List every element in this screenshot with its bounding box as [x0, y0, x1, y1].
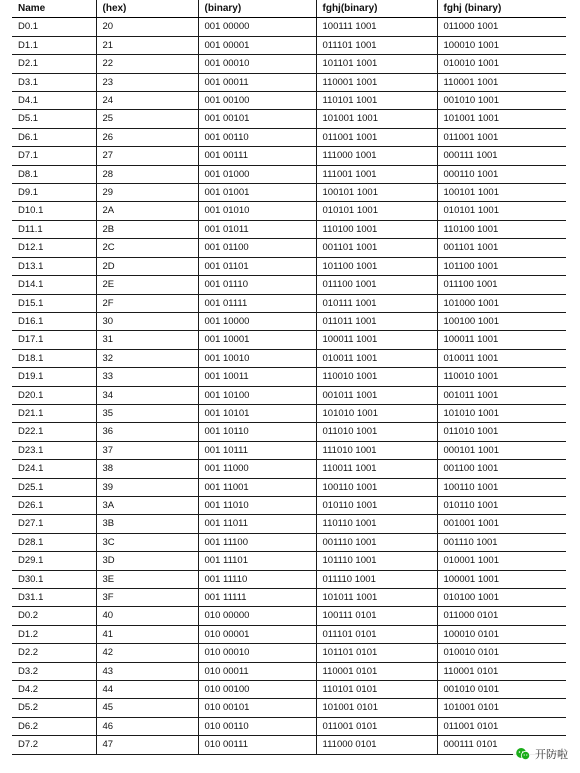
cell-name: D30.1 [12, 570, 96, 588]
cell-fghj-alt: 110001 0101 [437, 662, 566, 680]
cell-binary: 001 00011 [198, 73, 316, 91]
cell-fghj: 010011 1001 [316, 349, 437, 367]
cell-fghj-alt: 101000 1001 [437, 294, 566, 312]
cell-binary: 010 00101 [198, 699, 316, 717]
table-row [12, 717, 566, 735]
table-row [12, 386, 566, 404]
cell-binary: 001 10110 [198, 423, 316, 441]
cell-hex: 28 [96, 165, 198, 183]
cell-fghj: 101110 1001 [316, 552, 437, 570]
table-row [12, 460, 566, 478]
cell-hex: 47 [96, 736, 198, 754]
cell-binary: 001 10100 [198, 386, 316, 404]
cell-fghj-alt: 001010 0101 [437, 681, 566, 699]
cell-fghj-alt: 001001 1001 [437, 515, 566, 533]
cell-fghj: 011011 1001 [316, 312, 437, 330]
cell-name: D3.2 [12, 662, 96, 680]
cell-fghj: 111000 1001 [316, 147, 437, 165]
cell-fghj-alt: 010010 0101 [437, 644, 566, 662]
table-row [12, 128, 566, 146]
cell-binary: 001 01101 [198, 257, 316, 275]
table-row [12, 36, 566, 54]
cell-hex: 23 [96, 73, 198, 91]
cell-hex: 27 [96, 147, 198, 165]
cell-name: D14.1 [12, 276, 96, 294]
cell-name: D6.1 [12, 128, 96, 146]
cell-name: D29.1 [12, 552, 96, 570]
cell-fghj: 101001 1001 [316, 110, 437, 128]
cell-name: D0.2 [12, 607, 96, 625]
cell-binary: 001 01001 [198, 184, 316, 202]
cell-name: D23.1 [12, 441, 96, 459]
cell-binary: 010 00011 [198, 662, 316, 680]
cell-binary: 010 00100 [198, 681, 316, 699]
cell-name: D1.2 [12, 625, 96, 643]
cell-name: D31.1 [12, 589, 96, 607]
table-row [12, 570, 566, 588]
table-row [12, 239, 566, 257]
cell-binary: 001 11101 [198, 552, 316, 570]
cell-fghj-alt: 010101 1001 [437, 202, 566, 220]
cell-fghj-alt: 000111 1001 [437, 147, 566, 165]
table-row [12, 18, 566, 36]
cell-binary: 001 10111 [198, 441, 316, 459]
cell-fghj-alt: 101001 0101 [437, 699, 566, 717]
cell-hex: 42 [96, 644, 198, 662]
watermark [513, 745, 572, 763]
table-row [12, 55, 566, 73]
cell-fghj-alt: 011100 1001 [437, 276, 566, 294]
cell-name: D22.1 [12, 423, 96, 441]
table-row [12, 736, 566, 754]
table-row [12, 92, 566, 110]
cell-hex: 24 [96, 92, 198, 110]
cell-binary: 001 00100 [198, 92, 316, 110]
table-row [12, 312, 566, 330]
cell-hex: 20 [96, 18, 198, 36]
cell-fghj: 011010 1001 [316, 423, 437, 441]
cell-name: D2.1 [12, 55, 96, 73]
cell-name: D7.1 [12, 147, 96, 165]
cell-fghj-alt: 011001 1001 [437, 128, 566, 146]
cell-hex: 30 [96, 312, 198, 330]
cell-fghj-alt: 011010 1001 [437, 423, 566, 441]
cell-hex: 2A [96, 202, 198, 220]
cell-fghj-alt: 010100 1001 [437, 589, 566, 607]
cell-fghj-alt: 011001 0101 [437, 717, 566, 735]
cell-hex: 3D [96, 552, 198, 570]
cell-fghj: 110010 1001 [316, 368, 437, 386]
cell-binary: 010 00010 [198, 644, 316, 662]
cell-hex: 25 [96, 110, 198, 128]
cell-hex: 3B [96, 515, 198, 533]
cell-name: D12.1 [12, 239, 96, 257]
cell-fghj: 001110 1001 [316, 533, 437, 551]
cell-hex: 22 [96, 55, 198, 73]
cell-fghj: 110011 1001 [316, 460, 437, 478]
header-fghj-binary-alt: fghj (binary) [437, 0, 566, 18]
cell-binary: 001 10000 [198, 312, 316, 330]
cell-fghj-alt: 101100 1001 [437, 257, 566, 275]
cell-name: D1.1 [12, 36, 96, 54]
cell-hex: 3A [96, 496, 198, 514]
cell-name: D26.1 [12, 496, 96, 514]
header-name: Name [12, 0, 96, 18]
cell-binary: 001 01110 [198, 276, 316, 294]
cell-fghj: 100101 1001 [316, 184, 437, 202]
table-row [12, 662, 566, 680]
cell-binary: 001 11100 [198, 533, 316, 551]
cell-fghj-alt: 101010 1001 [437, 404, 566, 422]
table-row [12, 73, 566, 91]
cell-hex: 31 [96, 331, 198, 349]
cell-fghj: 010101 1001 [316, 202, 437, 220]
cell-hex: 29 [96, 184, 198, 202]
cell-fghj: 100111 1001 [316, 18, 437, 36]
table-header-row [12, 0, 566, 18]
table-row [12, 478, 566, 496]
cell-fghj-alt: 000111 0101 [437, 736, 566, 754]
cell-binary: 001 00010 [198, 55, 316, 73]
table-row [12, 257, 566, 275]
cell-hex: 34 [96, 386, 198, 404]
table-row [12, 681, 566, 699]
cell-hex: 45 [96, 699, 198, 717]
table-row [12, 404, 566, 422]
cell-fghj: 100110 1001 [316, 478, 437, 496]
table-row [12, 202, 566, 220]
header-hex: (hex) [96, 0, 198, 18]
table-row [12, 533, 566, 551]
wechat-icon [515, 746, 531, 762]
table-row [12, 110, 566, 128]
cell-fghj-alt: 100001 1001 [437, 570, 566, 588]
cell-name: D5.2 [12, 699, 96, 717]
cell-binary: 001 10011 [198, 368, 316, 386]
cell-hex: 44 [96, 681, 198, 699]
cell-binary: 001 00110 [198, 128, 316, 146]
cell-hex: 26 [96, 128, 198, 146]
cell-name: D28.1 [12, 533, 96, 551]
cell-fghj: 110001 0101 [316, 662, 437, 680]
cell-hex: 21 [96, 36, 198, 54]
cell-name: D13.1 [12, 257, 96, 275]
watermark-text: 开防啦 [535, 749, 568, 761]
cell-name: D25.1 [12, 478, 96, 496]
cell-name: D3.1 [12, 73, 96, 91]
cell-name: D4.1 [12, 92, 96, 110]
cell-hex: 3E [96, 570, 198, 588]
cell-name: D20.1 [12, 386, 96, 404]
cell-hex: 41 [96, 625, 198, 643]
table-row [12, 441, 566, 459]
cell-hex: 35 [96, 404, 198, 422]
cell-fghj-alt: 100011 1001 [437, 331, 566, 349]
cell-fghj-alt: 100010 1001 [437, 36, 566, 54]
encoding-table [12, 0, 566, 755]
cell-fghj: 110101 0101 [316, 681, 437, 699]
cell-binary: 001 01111 [198, 294, 316, 312]
cell-binary: 001 01011 [198, 220, 316, 238]
cell-hex: 3F [96, 589, 198, 607]
cell-binary: 010 00001 [198, 625, 316, 643]
cell-name: D0.1 [12, 18, 96, 36]
cell-fghj-alt: 010010 1001 [437, 55, 566, 73]
table-row [12, 607, 566, 625]
table-row [12, 184, 566, 202]
cell-fghj-alt: 110001 1001 [437, 73, 566, 91]
cell-fghj: 001011 1001 [316, 386, 437, 404]
table-row [12, 589, 566, 607]
table-row [12, 625, 566, 643]
cell-fghj-alt: 000110 1001 [437, 165, 566, 183]
cell-name: D4.2 [12, 681, 96, 699]
table-row [12, 515, 566, 533]
cell-binary: 001 11110 [198, 570, 316, 588]
cell-name: D7.2 [12, 736, 96, 754]
table-row [12, 331, 566, 349]
table-row [12, 552, 566, 570]
cell-binary: 001 00111 [198, 147, 316, 165]
cell-name: D6.2 [12, 717, 96, 735]
cell-name: D11.1 [12, 220, 96, 238]
cell-name: D21.1 [12, 404, 96, 422]
cell-fghj-alt: 011000 0101 [437, 607, 566, 625]
cell-name: D27.1 [12, 515, 96, 533]
cell-fghj-alt: 100100 1001 [437, 312, 566, 330]
cell-binary: 010 00111 [198, 736, 316, 754]
cell-binary: 010 00000 [198, 607, 316, 625]
cell-binary: 001 11011 [198, 515, 316, 533]
cell-hex: 37 [96, 441, 198, 459]
cell-fghj: 110001 1001 [316, 73, 437, 91]
cell-fghj-alt: 001110 1001 [437, 533, 566, 551]
cell-fghj: 111000 0101 [316, 736, 437, 754]
cell-fghj-alt: 101001 1001 [437, 110, 566, 128]
cell-binary: 001 00000 [198, 18, 316, 36]
cell-fghj: 100111 0101 [316, 607, 437, 625]
cell-fghj-alt: 000101 1001 [437, 441, 566, 459]
cell-hex: 2F [96, 294, 198, 312]
cell-fghj-alt: 100010 0101 [437, 625, 566, 643]
cell-name: D2.2 [12, 644, 96, 662]
cell-hex: 2E [96, 276, 198, 294]
cell-hex: 2B [96, 220, 198, 238]
header-binary: (binary) [198, 0, 316, 18]
cell-fghj: 101011 1001 [316, 589, 437, 607]
cell-binary: 001 11111 [198, 589, 316, 607]
cell-binary: 001 00001 [198, 36, 316, 54]
header-fghj-binary: fghj(binary) [316, 0, 437, 18]
table-row [12, 699, 566, 717]
cell-fghj: 101101 0101 [316, 644, 437, 662]
cell-fghj: 011001 1001 [316, 128, 437, 146]
cell-name: D5.1 [12, 110, 96, 128]
cell-name: D19.1 [12, 368, 96, 386]
cell-fghj: 101001 0101 [316, 699, 437, 717]
cell-hex: 36 [96, 423, 198, 441]
cell-fghj: 111010 1001 [316, 441, 437, 459]
cell-name: D16.1 [12, 312, 96, 330]
cell-binary: 001 10001 [198, 331, 316, 349]
cell-hex: 38 [96, 460, 198, 478]
table-row [12, 644, 566, 662]
cell-fghj-alt: 100110 1001 [437, 478, 566, 496]
cell-fghj: 111001 1001 [316, 165, 437, 183]
cell-binary: 001 00101 [198, 110, 316, 128]
cell-hex: 3C [96, 533, 198, 551]
cell-name: D15.1 [12, 294, 96, 312]
cell-hex: 43 [96, 662, 198, 680]
cell-fghj-alt: 010011 1001 [437, 349, 566, 367]
cell-name: D8.1 [12, 165, 96, 183]
cell-fghj: 001101 1001 [316, 239, 437, 257]
cell-name: D9.1 [12, 184, 96, 202]
cell-fghj-alt: 001101 1001 [437, 239, 566, 257]
cell-fghj: 101100 1001 [316, 257, 437, 275]
cell-name: D17.1 [12, 331, 96, 349]
cell-hex: 46 [96, 717, 198, 735]
table-row [12, 165, 566, 183]
cell-fghj: 110110 1001 [316, 515, 437, 533]
table-row [12, 294, 566, 312]
cell-fghj: 110101 1001 [316, 92, 437, 110]
cell-fghj: 011101 0101 [316, 625, 437, 643]
cell-name: D18.1 [12, 349, 96, 367]
cell-fghj: 011001 0101 [316, 717, 437, 735]
cell-fghj-alt: 001100 1001 [437, 460, 566, 478]
cell-hex: 39 [96, 478, 198, 496]
cell-hex: 2C [96, 239, 198, 257]
cell-fghj: 100011 1001 [316, 331, 437, 349]
cell-binary: 001 11010 [198, 496, 316, 514]
cell-fghj-alt: 001010 1001 [437, 92, 566, 110]
table-row [12, 147, 566, 165]
cell-hex: 33 [96, 368, 198, 386]
cell-fghj: 110100 1001 [316, 220, 437, 238]
table-row [12, 349, 566, 367]
cell-fghj: 010110 1001 [316, 496, 437, 514]
cell-fghj: 101010 1001 [316, 404, 437, 422]
table-row [12, 220, 566, 238]
table-body [12, 18, 566, 754]
cell-binary: 001 01100 [198, 239, 316, 257]
table-row [12, 368, 566, 386]
cell-binary: 001 01010 [198, 202, 316, 220]
cell-hex: 2D [96, 257, 198, 275]
table-row [12, 423, 566, 441]
cell-name: D24.1 [12, 460, 96, 478]
cell-fghj-alt: 110010 1001 [437, 368, 566, 386]
cell-fghj: 011110 1001 [316, 570, 437, 588]
cell-binary: 001 01000 [198, 165, 316, 183]
cell-binary: 001 10101 [198, 404, 316, 422]
cell-fghj: 010111 1001 [316, 294, 437, 312]
cell-hex: 40 [96, 607, 198, 625]
table-row [12, 496, 566, 514]
cell-fghj-alt: 011000 1001 [437, 18, 566, 36]
cell-hex: 32 [96, 349, 198, 367]
cell-binary: 010 00110 [198, 717, 316, 735]
cell-binary: 001 10010 [198, 349, 316, 367]
cell-fghj-alt: 010110 1001 [437, 496, 566, 514]
cell-binary: 001 11001 [198, 478, 316, 496]
cell-fghj-alt: 110100 1001 [437, 220, 566, 238]
cell-fghj-alt: 100101 1001 [437, 184, 566, 202]
cell-name: D10.1 [12, 202, 96, 220]
cell-fghj: 011100 1001 [316, 276, 437, 294]
table-row [12, 276, 566, 294]
cell-fghj: 101101 1001 [316, 55, 437, 73]
cell-fghj: 011101 1001 [316, 36, 437, 54]
cell-fghj-alt: 010001 1001 [437, 552, 566, 570]
cell-binary: 001 11000 [198, 460, 316, 478]
cell-fghj-alt: 001011 1001 [437, 386, 566, 404]
